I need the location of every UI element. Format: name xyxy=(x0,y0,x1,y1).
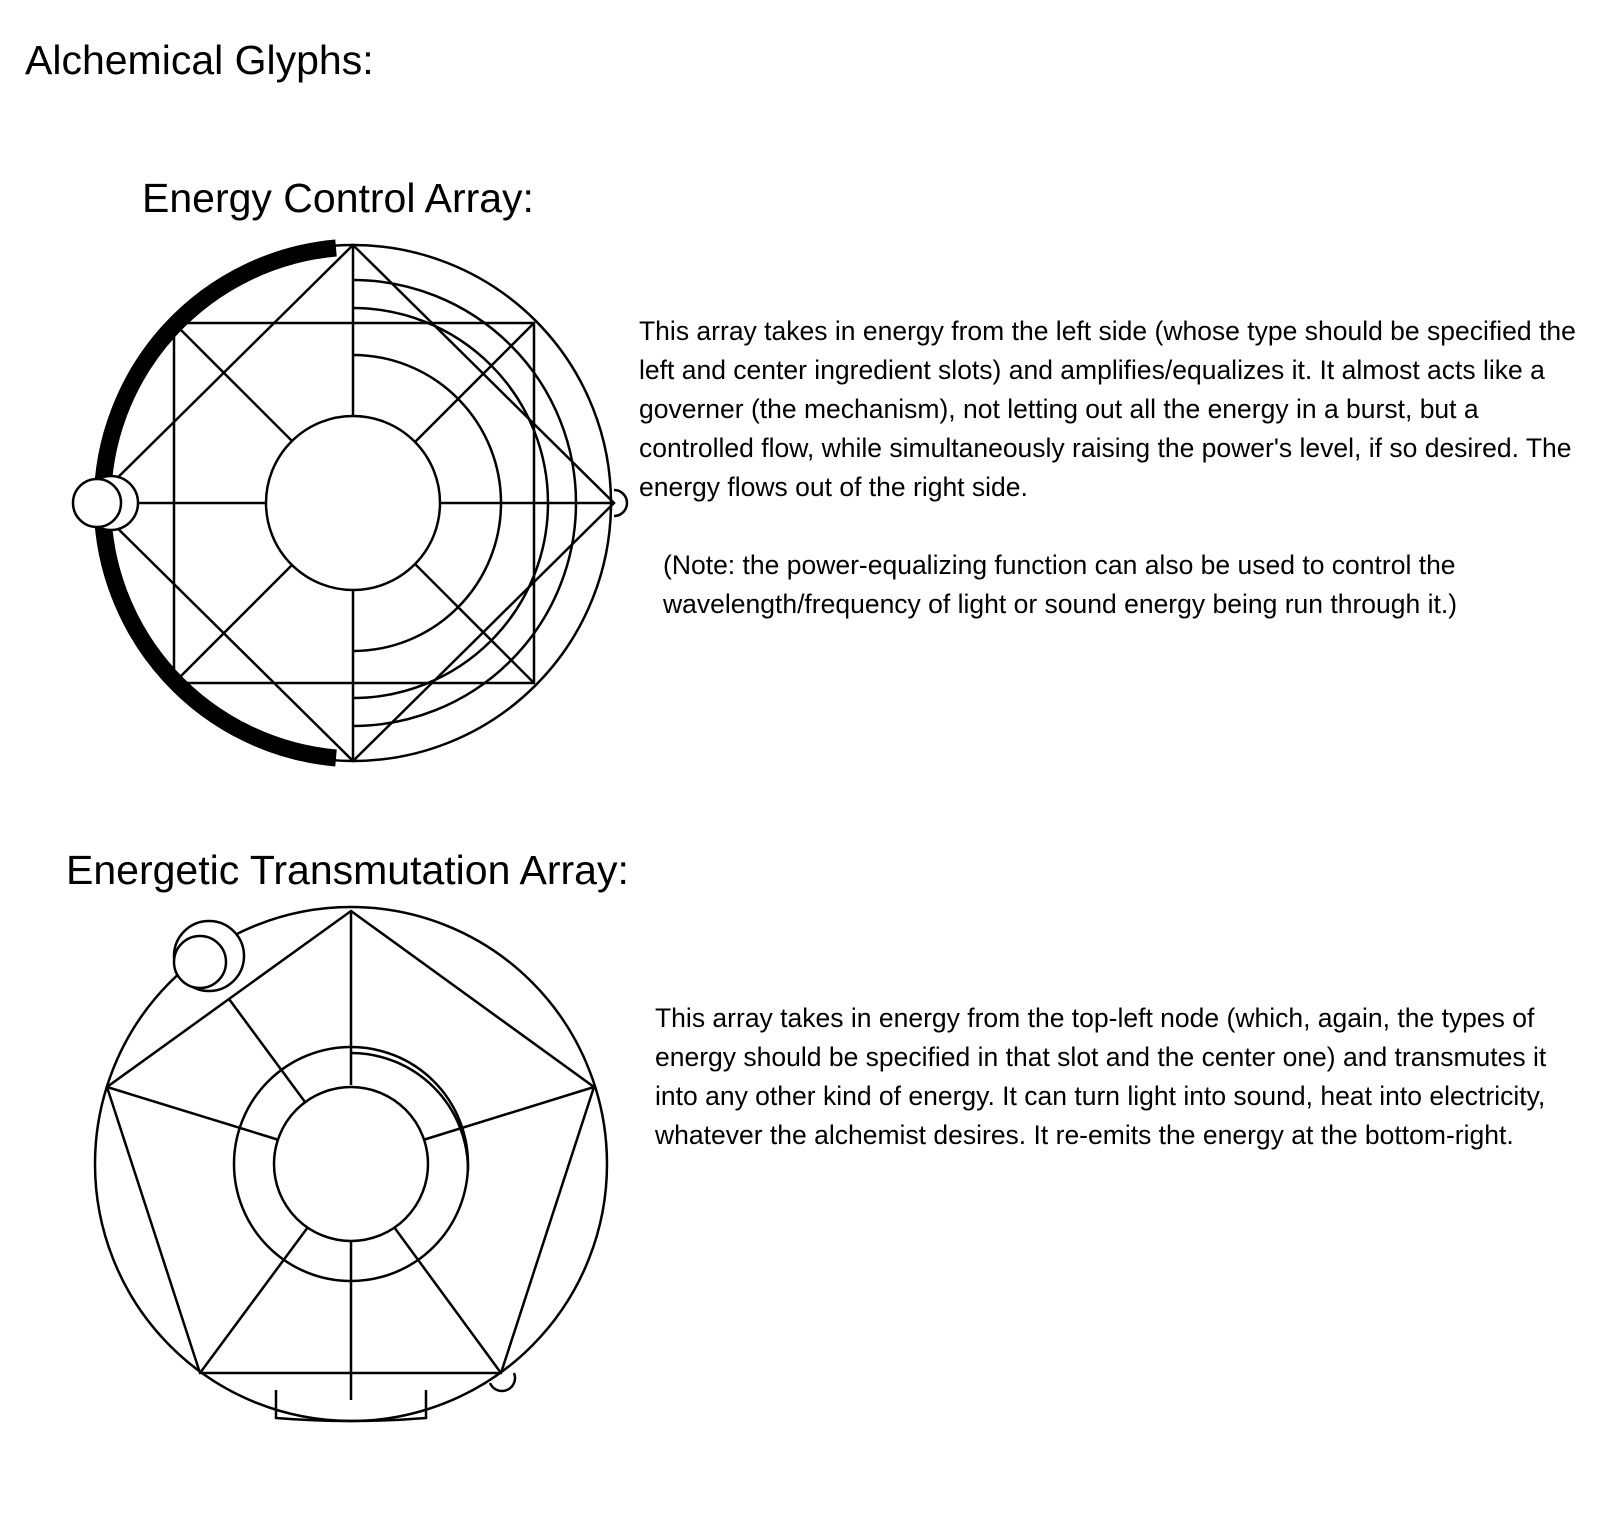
energetic-transmutation-array-title: Energetic Transmutation Array: xyxy=(66,847,629,893)
energetic-transmutation-array-description: This array takes in energy from the top-left node (which, again, the types of energy should be specified in that slot and the center one) and transmutes it into any other kind of energy. It can turn light into sound, heat into electricity, whatever the alchemist desires. It re-emits the energy at the bottom-right. xyxy=(655,1003,1547,1150)
spoke-upper-left-edge xyxy=(229,999,305,1102)
energy-control-array-description: This array takes in energy from the left side (whose type should be specified the left and center ingredient slots) and amplifies/equalizes it. It almost acts like a governer (the mechanism), not letting out all the energy in a burst, but a controlled flow, while simultaneously raising the power's level, if so desired. The energy flows out of the right side. xyxy=(639,316,1576,502)
energy-control-array-note: (Note: the power-equalizing function can also be used to control the wavelength/frequency of light or sound energy being run through it.) xyxy=(663,550,1458,619)
input-node xyxy=(174,936,226,988)
spoke-bottom-right xyxy=(394,1227,501,1373)
spoke-bottom-left xyxy=(200,1227,308,1373)
page-title: Alchemical Glyphs: xyxy=(25,37,374,83)
output-node xyxy=(490,1373,515,1391)
center-circle xyxy=(274,1087,428,1241)
spoke-left xyxy=(107,1087,279,1140)
spoke-right xyxy=(423,1087,594,1140)
energy-control-array-title: Energy Control Array: xyxy=(142,175,534,221)
